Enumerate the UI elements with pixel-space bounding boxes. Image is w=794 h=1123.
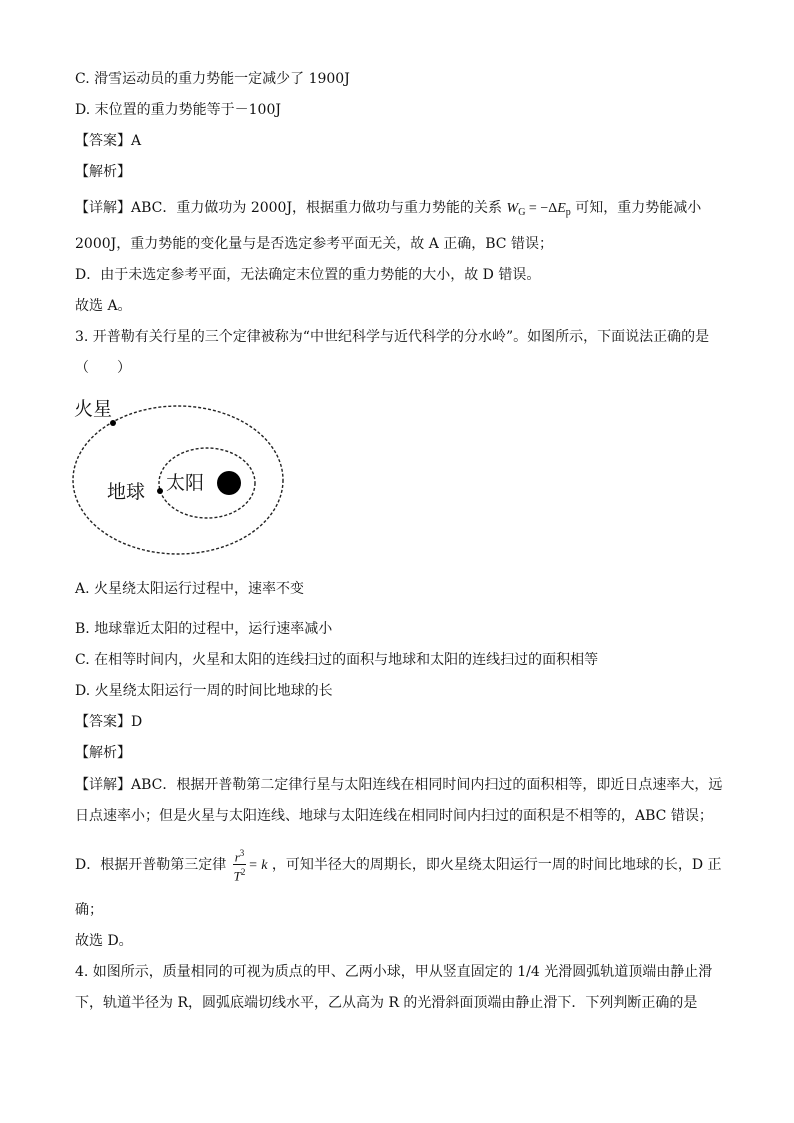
q2-detail-line-3: D．由于未选定参考平面，无法确定末位置的重力势能的大小，故 D 错误。 bbox=[75, 267, 541, 283]
q3-analysis-tag: 【解析】 bbox=[75, 745, 131, 761]
detail-text: ABC．根据开普勒第二定律行星与太阳连线在相同时间内扫过的面积相等，即近日点速率大，远 bbox=[131, 777, 723, 793]
work-energy-formula: $W_G = -\Delta E_p$ bbox=[506, 201, 571, 218]
q3-option-c: C. 在相等时间内，火星和太阳的连线扫过的面积与地球和太阳的连线扫过的面积相等 bbox=[75, 652, 599, 668]
detail-tag: 【详解】 bbox=[75, 777, 131, 793]
q3-stem-line-1: 3. 开普勒有关行星的三个定律被称为“中世纪科学与近代科学的分水岭”。如图所示，下面说法正确的是 bbox=[75, 329, 710, 345]
sun-label: 太阳 bbox=[166, 472, 205, 494]
detail-text: ABC．重力做功为 2000J，根据重力做功与重力势能的关系 bbox=[131, 200, 503, 216]
kepler-third-law-fraction: $\frac{r^3}{T^2}$ bbox=[233, 848, 246, 884]
detail-tag: 【详解】 bbox=[75, 200, 131, 216]
answer-value: D bbox=[131, 714, 143, 730]
mars-dot bbox=[110, 420, 116, 426]
q2-detail-line-1 bbox=[75, 199, 701, 222]
earth-dot bbox=[157, 488, 163, 494]
q2-analysis-tag: 【解析】 bbox=[75, 164, 131, 180]
detail-text: D．根据开普勒第三定律 bbox=[75, 856, 227, 873]
fraction-rhs: = k bbox=[248, 857, 268, 873]
detail-text: 可知，重力势能减小 bbox=[575, 200, 702, 216]
q2-option-d: D. 末位置的重力势能等于－100J bbox=[75, 102, 281, 118]
answer-tag: 【答案】 bbox=[75, 714, 131, 730]
earth-label: 地球 bbox=[107, 481, 146, 503]
q4-stem-line-1: 4. 如图所示，质量相同的可视为质点的甲、乙两小球，甲从竖直固定的 1/4 光滑圆弧轨道顶端由静止滑 bbox=[75, 964, 713, 980]
q3-detail-line-1 bbox=[75, 776, 722, 794]
q3-conclusion: 故选 D。 bbox=[75, 933, 133, 949]
q3-option-b: B. 地球靠近太阳的过程中，运行速率减小 bbox=[75, 621, 333, 637]
q3-detail-line-2: 日点速率小；但是火星与太阳连线、地球与太阳连线在相同时间内扫过的面积是不相等的，ABC 错误； bbox=[75, 808, 713, 824]
q3-detail-line-4: 确； bbox=[75, 902, 103, 918]
q3-detail-line-3 bbox=[75, 846, 722, 884]
mars-label: 火星 bbox=[74, 398, 113, 420]
q3-answer bbox=[75, 713, 142, 731]
q3-stem-line-2: （ ） bbox=[75, 360, 131, 376]
detail-text: ，可知半径大的周期长，即火星绕太阳运行一周的时间比地球的长，D 正 bbox=[271, 856, 722, 873]
q3-option-d: D. 火星绕太阳运行一周的时间比地球的长 bbox=[75, 683, 333, 699]
q2-answer bbox=[75, 132, 141, 150]
q2-detail-line-2: 2000J，重力势能的变化量与是否选定参考平面无关，故 A 正确，BC 错误； bbox=[75, 236, 553, 252]
q3-option-a: A. 火星绕太阳运行过程中，速率不变 bbox=[75, 581, 305, 597]
answer-value: A bbox=[131, 133, 142, 149]
q4-stem-line-2: 下，轨道半径为 R，圆弧底端切线水平，乙从高为 R 的光滑斜面顶端由静止滑下．下列判断正确的是 bbox=[75, 995, 698, 1011]
orbit-diagram bbox=[70, 390, 300, 565]
answer-tag: 【答案】 bbox=[75, 133, 131, 149]
sun bbox=[217, 471, 241, 495]
q2-option-c: C. 滑雪运动员的重力势能一定减少了 1900J bbox=[75, 71, 350, 87]
q2-conclusion: 故选 A。 bbox=[75, 298, 132, 314]
